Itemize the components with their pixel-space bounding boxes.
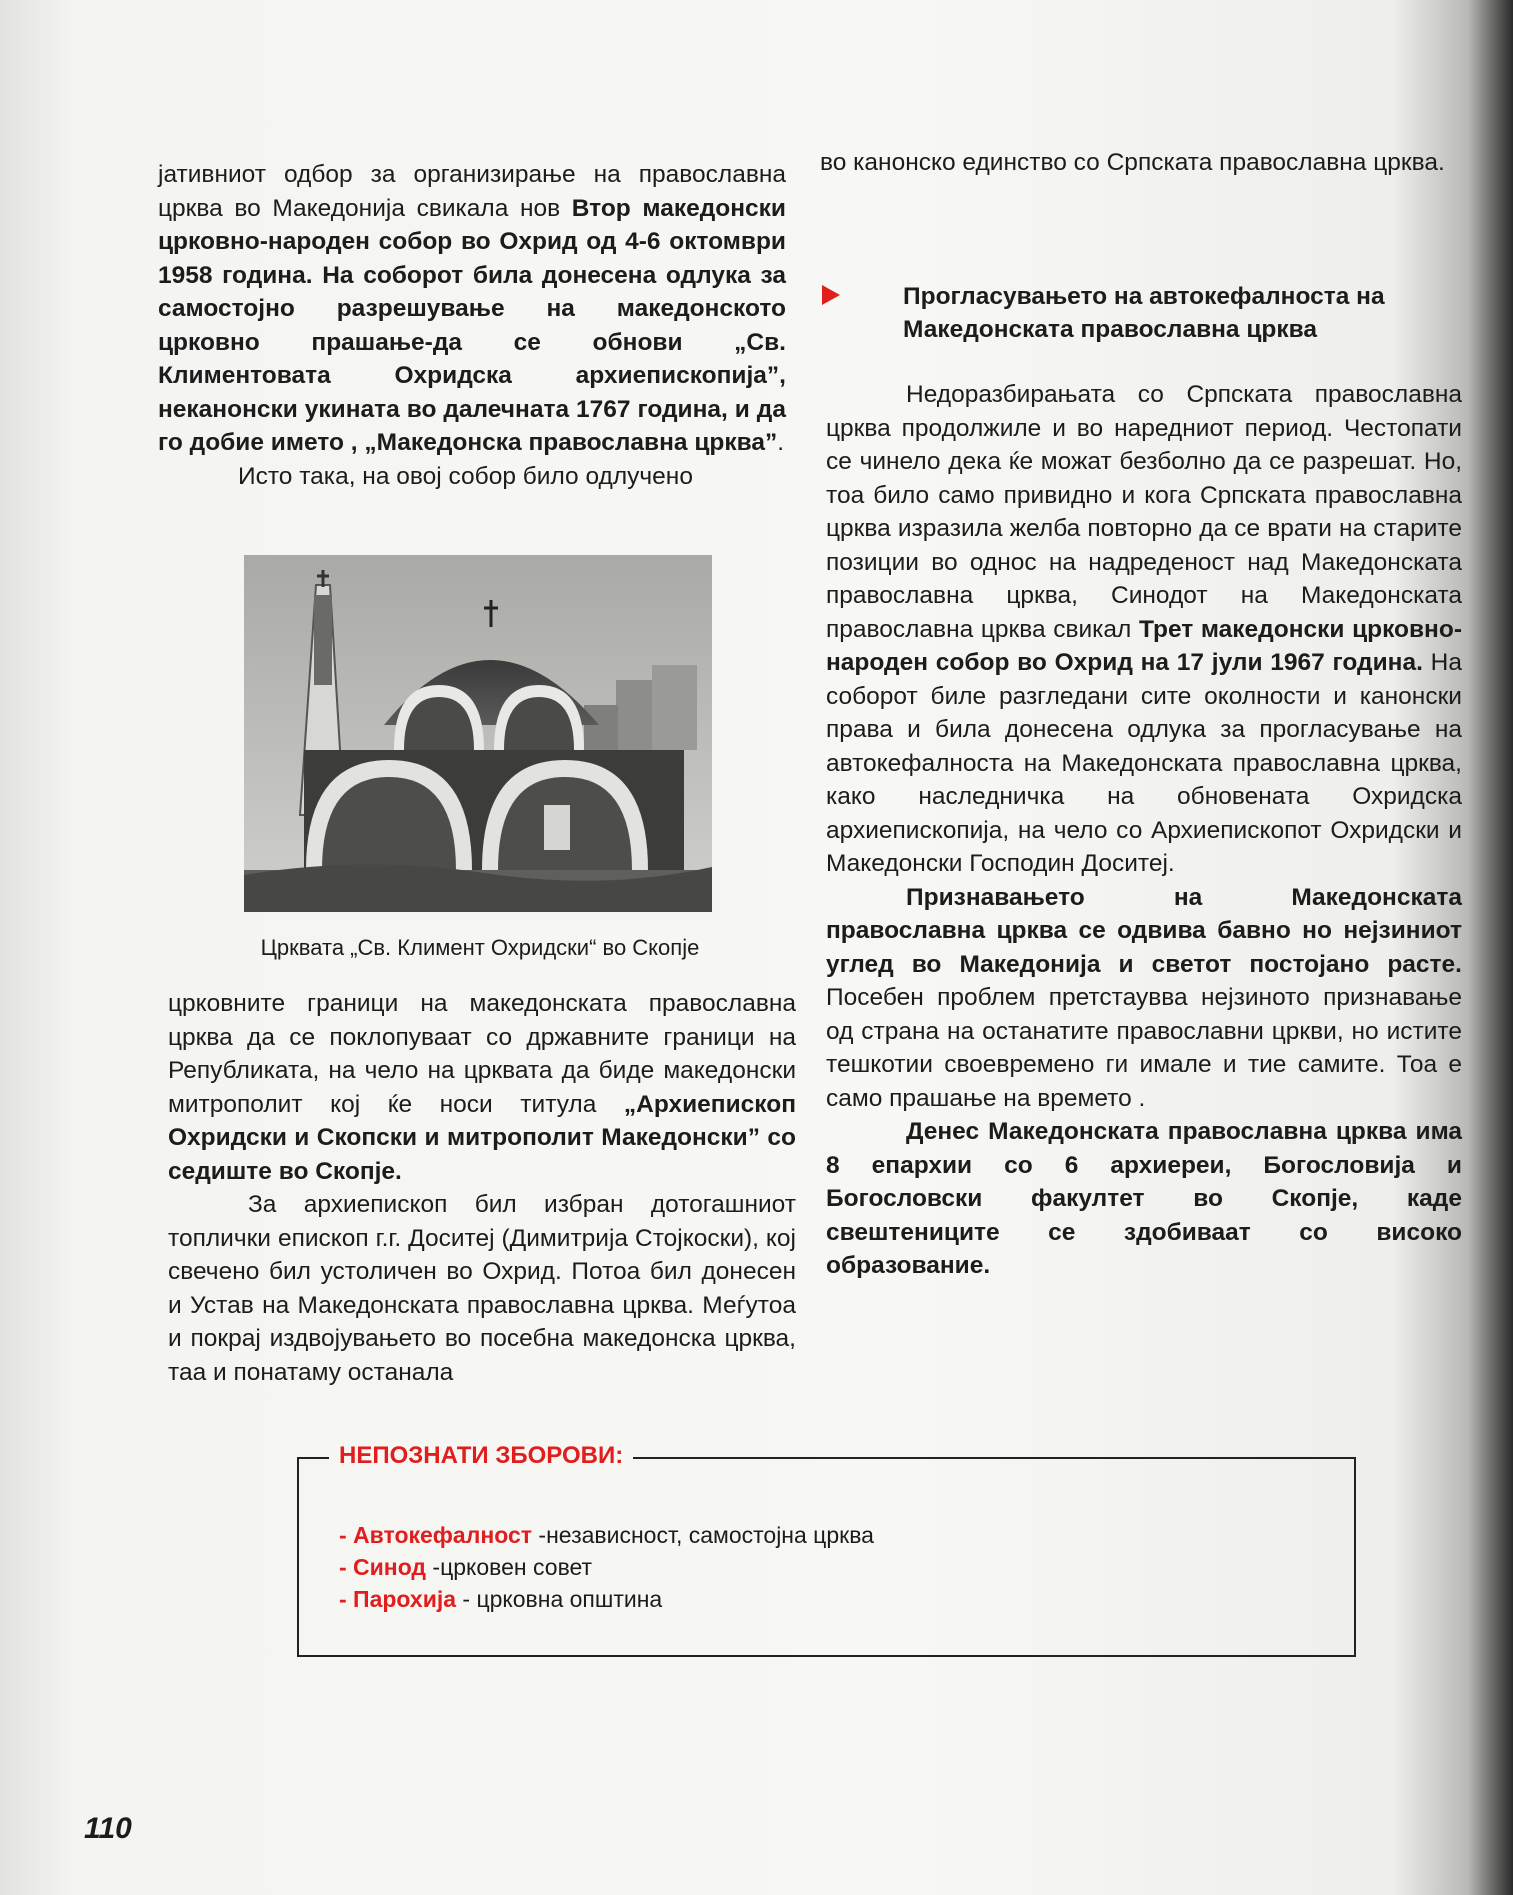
right-column-body [826, 378, 1462, 1283]
left-paragraph-3: црковните граници на македонската православна црква да се поклопуваат со државните граници на Републиката, на чело на црквата да биде македонски митрополит кој ќе носи титула „Архиепископ Охридски и Скопски и митрополит Македонски” со седиште во Скопје. [168, 990, 796, 1185]
right-paragraph-2: Признавањето на Македонската православна црква се одвива бавно но нејзиниот углед во Македонија и светот постојано расте. Посебен проблем претстаувва нејзиното признавање од страна на останатите православни цркви, но истите тешкотии своевремено ги имале и тие самите. Тоа е само прашање на времето . [826, 883, 1462, 1112]
vocabulary-item: - Синод -црковен совет [339, 1554, 593, 1580]
vocabulary-title: НЕПОЗНАТИ ЗБОРОВИ: [329, 1442, 633, 1470]
section-arrow-icon [822, 285, 840, 305]
left-column-top [158, 158, 786, 493]
left-column-bottom [168, 987, 796, 1389]
left-paragraph-4: За архиепископ бил избран дотогашниот топлички епископ г.г. Доситеј (Димитрија Стојкоски), кој свечено бил устоличен во Охрид. Потоа бил донесен и Устав на Македонската православна црква. Меѓутоа и покрај издвојувањето во посебна македонска црква, таа и понатаму останала [168, 1191, 796, 1386]
church-photo [244, 555, 712, 912]
right-paragraph-3: Денес Македонската православна црква има 8 епархии со 6 архиереи, Богословија и Богословски факултет во Скопје, каде свештениците се здобиваат со високо образование. [826, 1118, 1462, 1279]
page-number: 110 [84, 1812, 132, 1845]
photo-caption: Црквата „Св. Климент Охридски“ во Скопје [260, 935, 700, 960]
vocabulary-box [297, 1442, 1356, 1657]
vocabulary-item: - Автокефалност -независност, самостојна црква [339, 1522, 874, 1548]
vocabulary-item: - Парохија - црковна општина [339, 1586, 663, 1612]
right-paragraph-0: во канонско единство со Српската православна црква. [820, 149, 1445, 176]
left-paragraph-1: јативниот одбор за организирање на православна црква во Македонија свикала нов Втор македонски црковно-народен собор во Охрид од 4-6 октомври 1958 година. На соборот била донесена одлука за самостојно разрешување на македонското црковно прашање-да се обнови „Св. Климентовата Охридска архиепископија”, неканонски укината во далечната 1767 година, и да го добие името , „Македонска православна црква”. [158, 161, 786, 456]
right-paragraph-1: Недоразбирањата со Српската православна црква продолжиле и во наредниот период. Честопати се чинело дека ќе можат безболно да се разрешат. Но, тоа било само привидно и кога Српската православна црква изразила желба повторно да се врати на старите позиции во однос на надреденост над Македонската православна црква, Синодот на Македонската православна црква свикал Трет македонски црковно-народен собор во Охрид на 17 јули 1967 година. На соборот биле разгледани сите околности и канонски права и била донесена одлука за прогласување на автокефалноста на Македонската православна црква, како наследничка на обновената Охридска архиепископија, на чело со Архиепископот Охридски и Македонски Господин Доситеј. [826, 381, 1462, 877]
vocabulary-list [339, 1519, 874, 1615]
section-heading: Прогласувањето на автокефалноста на Македонската православна црква [903, 283, 1385, 343]
left-paragraph-2: Исто така, на овој собор било одлучено [238, 462, 693, 490]
